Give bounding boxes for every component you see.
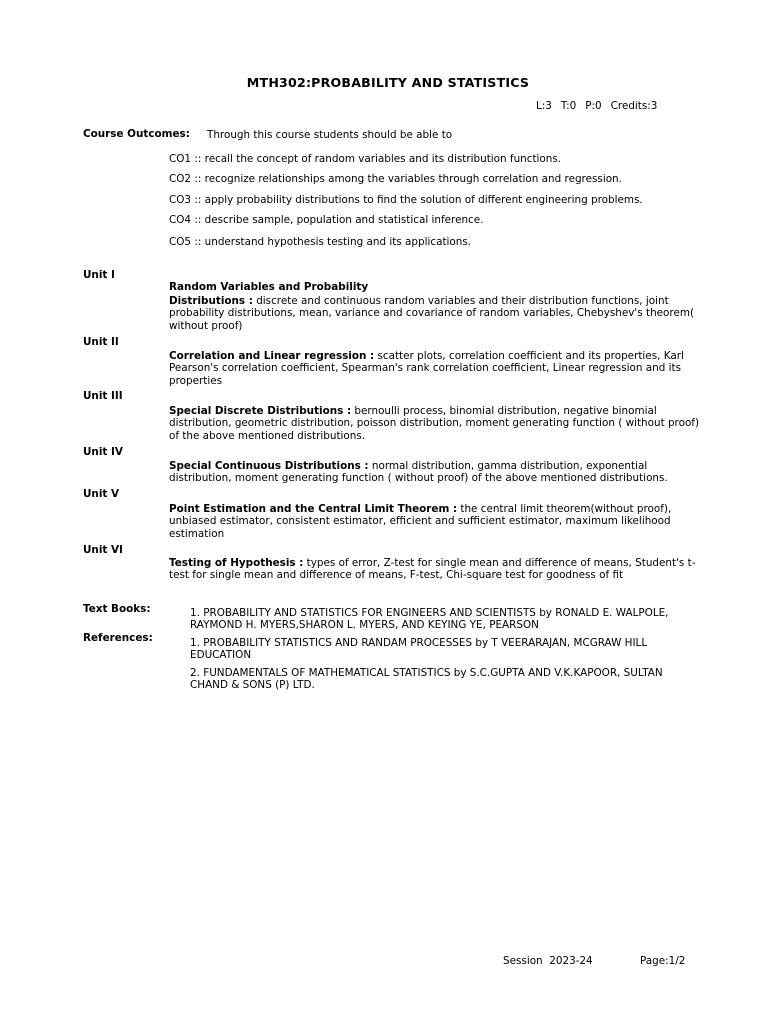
unit-content (169, 503, 709, 540)
unit-label: Unit II (83, 336, 119, 348)
unit-heading: Random Variables and Probability (169, 281, 369, 293)
page-title: MTH302:PROBABILITY AND STATISTICS (246, 75, 530, 90)
tutorial-hours: T:0 (560, 100, 577, 112)
unit-label: Unit I (83, 269, 115, 281)
unit-content (169, 460, 709, 485)
course-outcome-item: CO1 :: recall the concept of random variables and its distribution functions. (169, 153, 562, 165)
footer-page-number: Page:1/2 (640, 955, 686, 967)
unit-content (169, 295, 709, 332)
text-book-item: 1. PROBABILITY AND STATISTICS FOR ENGINEERS AND SCIENTISTS by RONALD E. WALPOLE, RAYMOND H. MYERS,SHARON L. MYERS, AND KEYING YE, PEARSON (190, 607, 669, 632)
unit-topic-text: discrete and continuous random variables and their distribution functions, joint probability distributions, mean, variance and covariance of random variables, Chebyshev's theorem( without proof) (169, 295, 695, 332)
course-outcome-item: CO3 :: apply probability distributions to find the solution of different engineering problems. (169, 194, 643, 206)
practical-hours: P:0 (585, 100, 602, 112)
reference-item: 2. FUNDAMENTALS OF MATHEMATICAL STATISTICS by S.C.GUPTA AND V.K.KAPOOR, SULTAN CHAND & SONS (P) LTD. (190, 667, 663, 692)
unit-topic-title: Special Continuous Distributions : (169, 460, 369, 472)
unit-topic-text: bernoulli process, binomial distribution, negative binomial distribution, geometric distribution, poisson distribution, moment generating function ( without proof) of the above mentioned distributions. (169, 405, 700, 442)
unit-topic-title: Correlation and Linear regression : (169, 350, 375, 362)
unit-label: Unit VI (83, 544, 123, 556)
text-books-label: Text Books: (83, 603, 151, 615)
credit-structure (536, 100, 657, 112)
unit-topic-text: normal distribution, gamma distribution, exponential distribution, moment generating function ( without proof) of the above mentioned distributions. (169, 460, 668, 485)
course-outcomes-label: Course Outcomes: (83, 128, 190, 140)
credit-count: Credits:3 (610, 100, 658, 112)
unit-topic-text: scatter plots, correlation coefficient and its properties, Karl Pearson's correlation coefficient, Spearman's rank correlation coefficient, Linear regression and its properties (169, 350, 684, 387)
unit-content (169, 350, 709, 387)
footer-session: Session 2023-24 (503, 955, 593, 967)
unit-label: Unit III (83, 390, 123, 402)
course-outcome-item: CO2 :: recognize relationships among the variables through correlation and regression. (169, 173, 622, 185)
lecture-hours: L:3 (536, 100, 552, 112)
unit-topic-title: Special Discrete Distributions : (169, 405, 352, 417)
course-outcome-item: CO4 :: describe sample, population and statistical inference. (169, 214, 484, 226)
reference-item: 1. PROBABILITY STATISTICS AND RANDAM PROCESSES by T VEERARAJAN, MCGRAW HILL EDUCATION (190, 637, 648, 662)
unit-content (169, 405, 709, 442)
unit-label: Unit V (83, 488, 120, 500)
unit-topic-title: Point Estimation and the Central Limit Theorem : (169, 503, 458, 515)
unit-label: Unit IV (83, 446, 123, 458)
references-label: References: (83, 632, 153, 644)
course-outcomes-intro: Through this course students should be able to (207, 129, 453, 141)
unit-topic-text: types of error, Z-test for single mean and difference of means, Student's t-test for single mean and difference of means, F-test, Chi-square test for goodness of fit (169, 557, 696, 582)
unit-topic-title: Testing of Hypothesis : (169, 557, 304, 569)
unit-content (169, 557, 709, 582)
course-outcome-item: CO5 :: understand hypothesis testing and its applications. (169, 236, 472, 248)
unit-topic-text: the central limit theorem(without proof), unbiased estimator, consistent estimator, efficient and sufficient estimator, maximum likelihood estimation (169, 503, 672, 540)
unit-topic-title: Distributions : (169, 295, 253, 307)
